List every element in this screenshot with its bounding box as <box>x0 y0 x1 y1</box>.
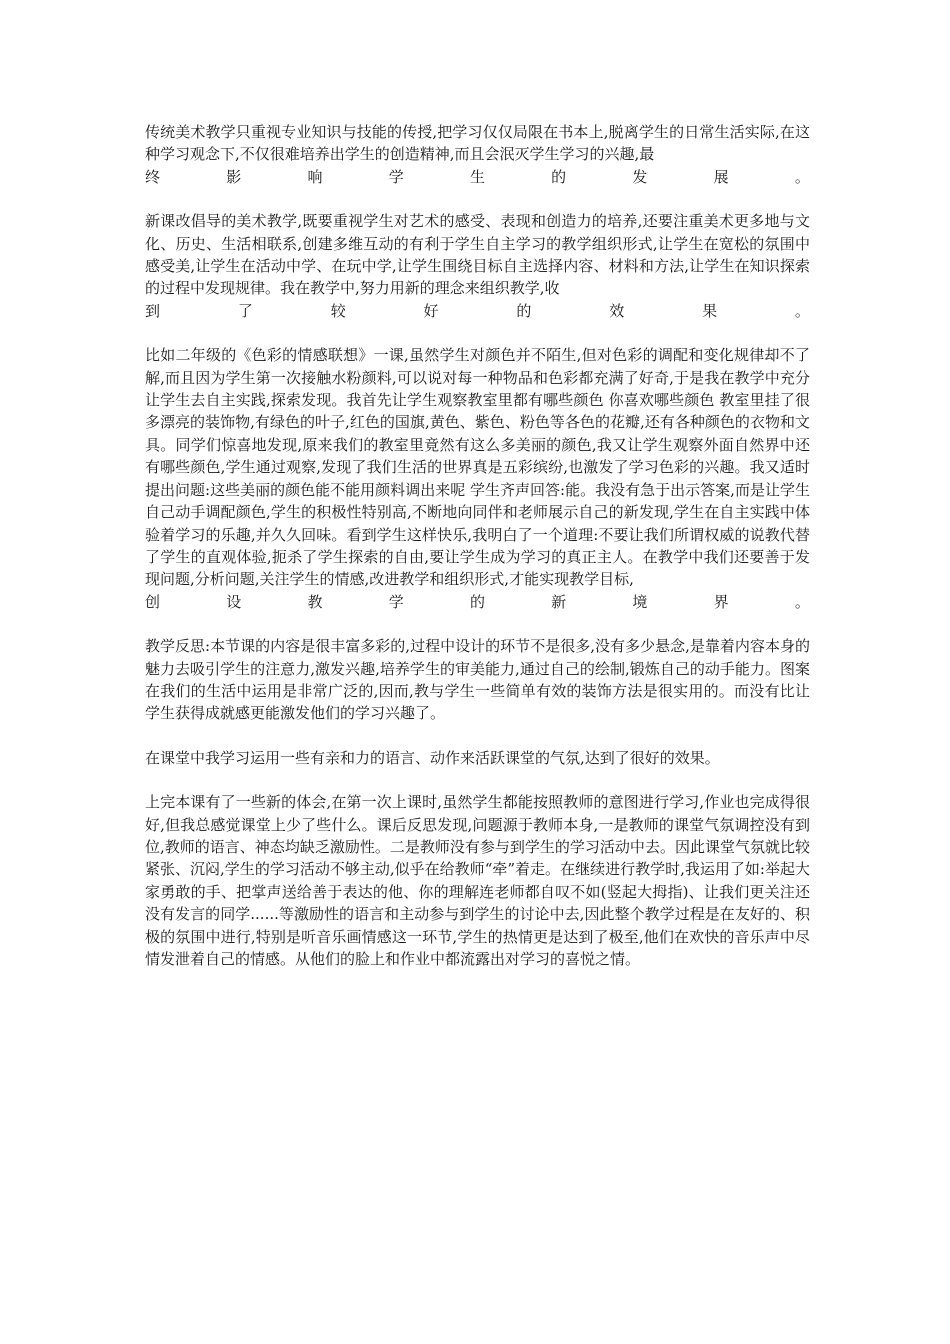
paragraph-2-last-line-char: 好 <box>423 301 439 320</box>
paragraph-3-last-line-char: 学 <box>388 592 404 611</box>
paragraph-1-last-line-char: 终 <box>145 167 161 186</box>
paragraph-4 <box>145 635 810 725</box>
paragraph-3-last-line-char: 创 <box>145 592 161 611</box>
paragraph-3-last-line-char: 设 <box>226 592 242 611</box>
paragraph-2-last-line <box>145 300 810 322</box>
paragraph-2-last-line-char: 的 <box>516 301 532 320</box>
paragraph-2-last-line-char: 。 <box>794 301 810 320</box>
paragraph-1-last-line-char: 发 <box>632 167 648 186</box>
paragraph-5-text: 在课堂中我学习运用一些有亲和力的语言、动作来活跃课堂的气氛,达到了很好的效果。 <box>145 748 720 767</box>
paragraph-3-last-line-char: 新 <box>551 592 567 611</box>
paragraph-3 <box>145 344 810 613</box>
paragraph-2-last-line-char: 效 <box>609 301 625 320</box>
paragraph-5 <box>145 747 810 769</box>
paragraph-3-last-line-char: 教 <box>307 592 323 611</box>
paragraph-3-last-line <box>145 591 810 613</box>
paragraph-1-last-line-char: 响 <box>307 167 323 186</box>
paragraph-2-last-line-char: 了 <box>237 301 253 320</box>
paragraph-3-last-line-char: 。 <box>794 592 810 611</box>
paragraph-1-last-line-char: 影 <box>226 167 242 186</box>
paragraph-3-last-line-char: 的 <box>469 592 485 611</box>
paragraph-1-last-line-char: 展 <box>713 167 729 186</box>
paragraph-1-last-line <box>145 166 810 188</box>
paragraph-6-text: 上完本课有了一些新的体会,在第一次上课时,虽然学生都能按照教师的意图进行学习,作业也完成得很好,但我总感觉课堂上少了些什么。课后反思发现,问题源于教师本身,一是教师的课堂气氛调控没有到位,教师的语言、神态均缺乏激励性。二是教师没有参与到学生的学习活动中去。因此课堂气氛就比较紧张、沉闷,学生的学习活动不够主动,似乎在给教师“牵”着走。在继续进行教学时,我运用了如:举起大家勇敢的手、把掌声送给善于表达的他、你的理解连老师都自叹不如(竖起大拇指)、让我们更关注还没有发言的同学......等激励性的语言和主动参与到学生的讨论中去,因此整个教学过程是在友好的、积极的氛围中进行,特别是听音乐画情感这一环节,学生的热情更是达到了极至,他们在欢快的音乐声中尽情发泄着自己的情感。从他们的脸上和作业中都流露出对学习的喜悦之情。 <box>145 793 810 968</box>
paragraph-1-last-line-char: 生 <box>469 167 485 186</box>
paragraph-2 <box>145 210 810 322</box>
paragraph-3-text: 比如二年级的《色彩的情感联想》一课,虽然学生对颜色并不陌生,但对色彩的调配和变化规律却不了解,而且因为学生第一次接触水粉颜料,可以说对每一种物品和色彩都充满了好奇,于是我在教学中充分让学生去自主实践,探索发现。我首先让学生观察教室里都有哪些颜色 你喜欢哪些颜色 教室里挂了很多漂亮的装饰物,有绿色的叶子,红色的国旗,黄色、紫色、粉色等各色的花瓣,还有各种颜色的衣物和文具。同学们惊喜地发现,原来我们的教室里竟然有这么多美丽的颜色,我又让学生观察外面自然界中还有哪些颜色,学生通过观察,发现了我们生活的世界真是五彩缤纷,也激发了学习色彩的兴趣。我又适时提出问题:这些美丽的颜色能不能用颜料调出来呢 学生齐声回答:能。我没有急于出示答案,而是让学生自己动手调配颜色,学生的积极性特别高,不断地向同伴和老师展示自己的新发现,学生在自主实践中体验着学习的乐趣,并久久回味。看到学生这样快乐,我明白了一个道理:不要让我们所谓权威的说教代替了学生的直观体验,扼杀了学生探索的自由,要让学生成为学习的真正主人。在教学中我们还要善于发现问题,分析问题,关注学生的情感,改进教学和组织形式,才能实现教学目标, <box>145 346 810 589</box>
paragraph-2-last-line-char: 较 <box>330 301 346 320</box>
paragraph-1-last-line-char: 学 <box>388 167 404 186</box>
paragraph-2-last-line-char: 到 <box>145 301 161 320</box>
paragraph-1-text: 传统美术教学只重视专业知识与技能的传授,把学习仅仅局限在书本上,脱离学生的日常生活实际,在这种学习观念下,不仅很难培养出学生的创造精神,而且会泯灭学生学习的兴趣,最 <box>145 123 810 164</box>
document-body <box>145 121 810 992</box>
paragraph-2-last-line-char: 果 <box>702 301 718 320</box>
paragraph-1-last-line-char: 。 <box>794 167 810 186</box>
paragraph-6 <box>145 791 810 970</box>
paragraph-3-last-line-char: 境 <box>632 592 648 611</box>
paragraph-3-last-line-char: 界 <box>713 592 729 611</box>
paragraph-4-text: 教学反思:本节课的内容是很丰富多彩的,过程中设计的环节不是很多,没有多少悬念,是靠着内容本身的魅力去吸引学生的注意力,激发兴趣,培养学生的审美能力,通过自己的绘制,锻炼自己的动手能力。图案在我们的生活中运用是非常广泛的,因而,教与学生一些简单有效的装饰方法是很实用的。而没有比让学生获得成就感更能激发他们的学习兴趣了。 <box>145 637 810 723</box>
paragraph-1-last-line-char: 的 <box>551 167 567 186</box>
paragraph-2-text: 新课改倡导的美术教学,既要重视学生对艺术的感受、表现和创造力的培养,还要注重美术更多地与文化、历史、生活相联系,创建多维互动的有利于学生自主学习的教学组织形式,让学生在宽松的氛围中感受美,让学生在活动中学、在玩中学,让学生围绕目标自主选择内容、材料和方法,让学生在知识探索的过程中发现规律。我在教学中,努力用新的理念来组织教学,收 <box>145 212 810 298</box>
paragraph-1 <box>145 121 810 188</box>
